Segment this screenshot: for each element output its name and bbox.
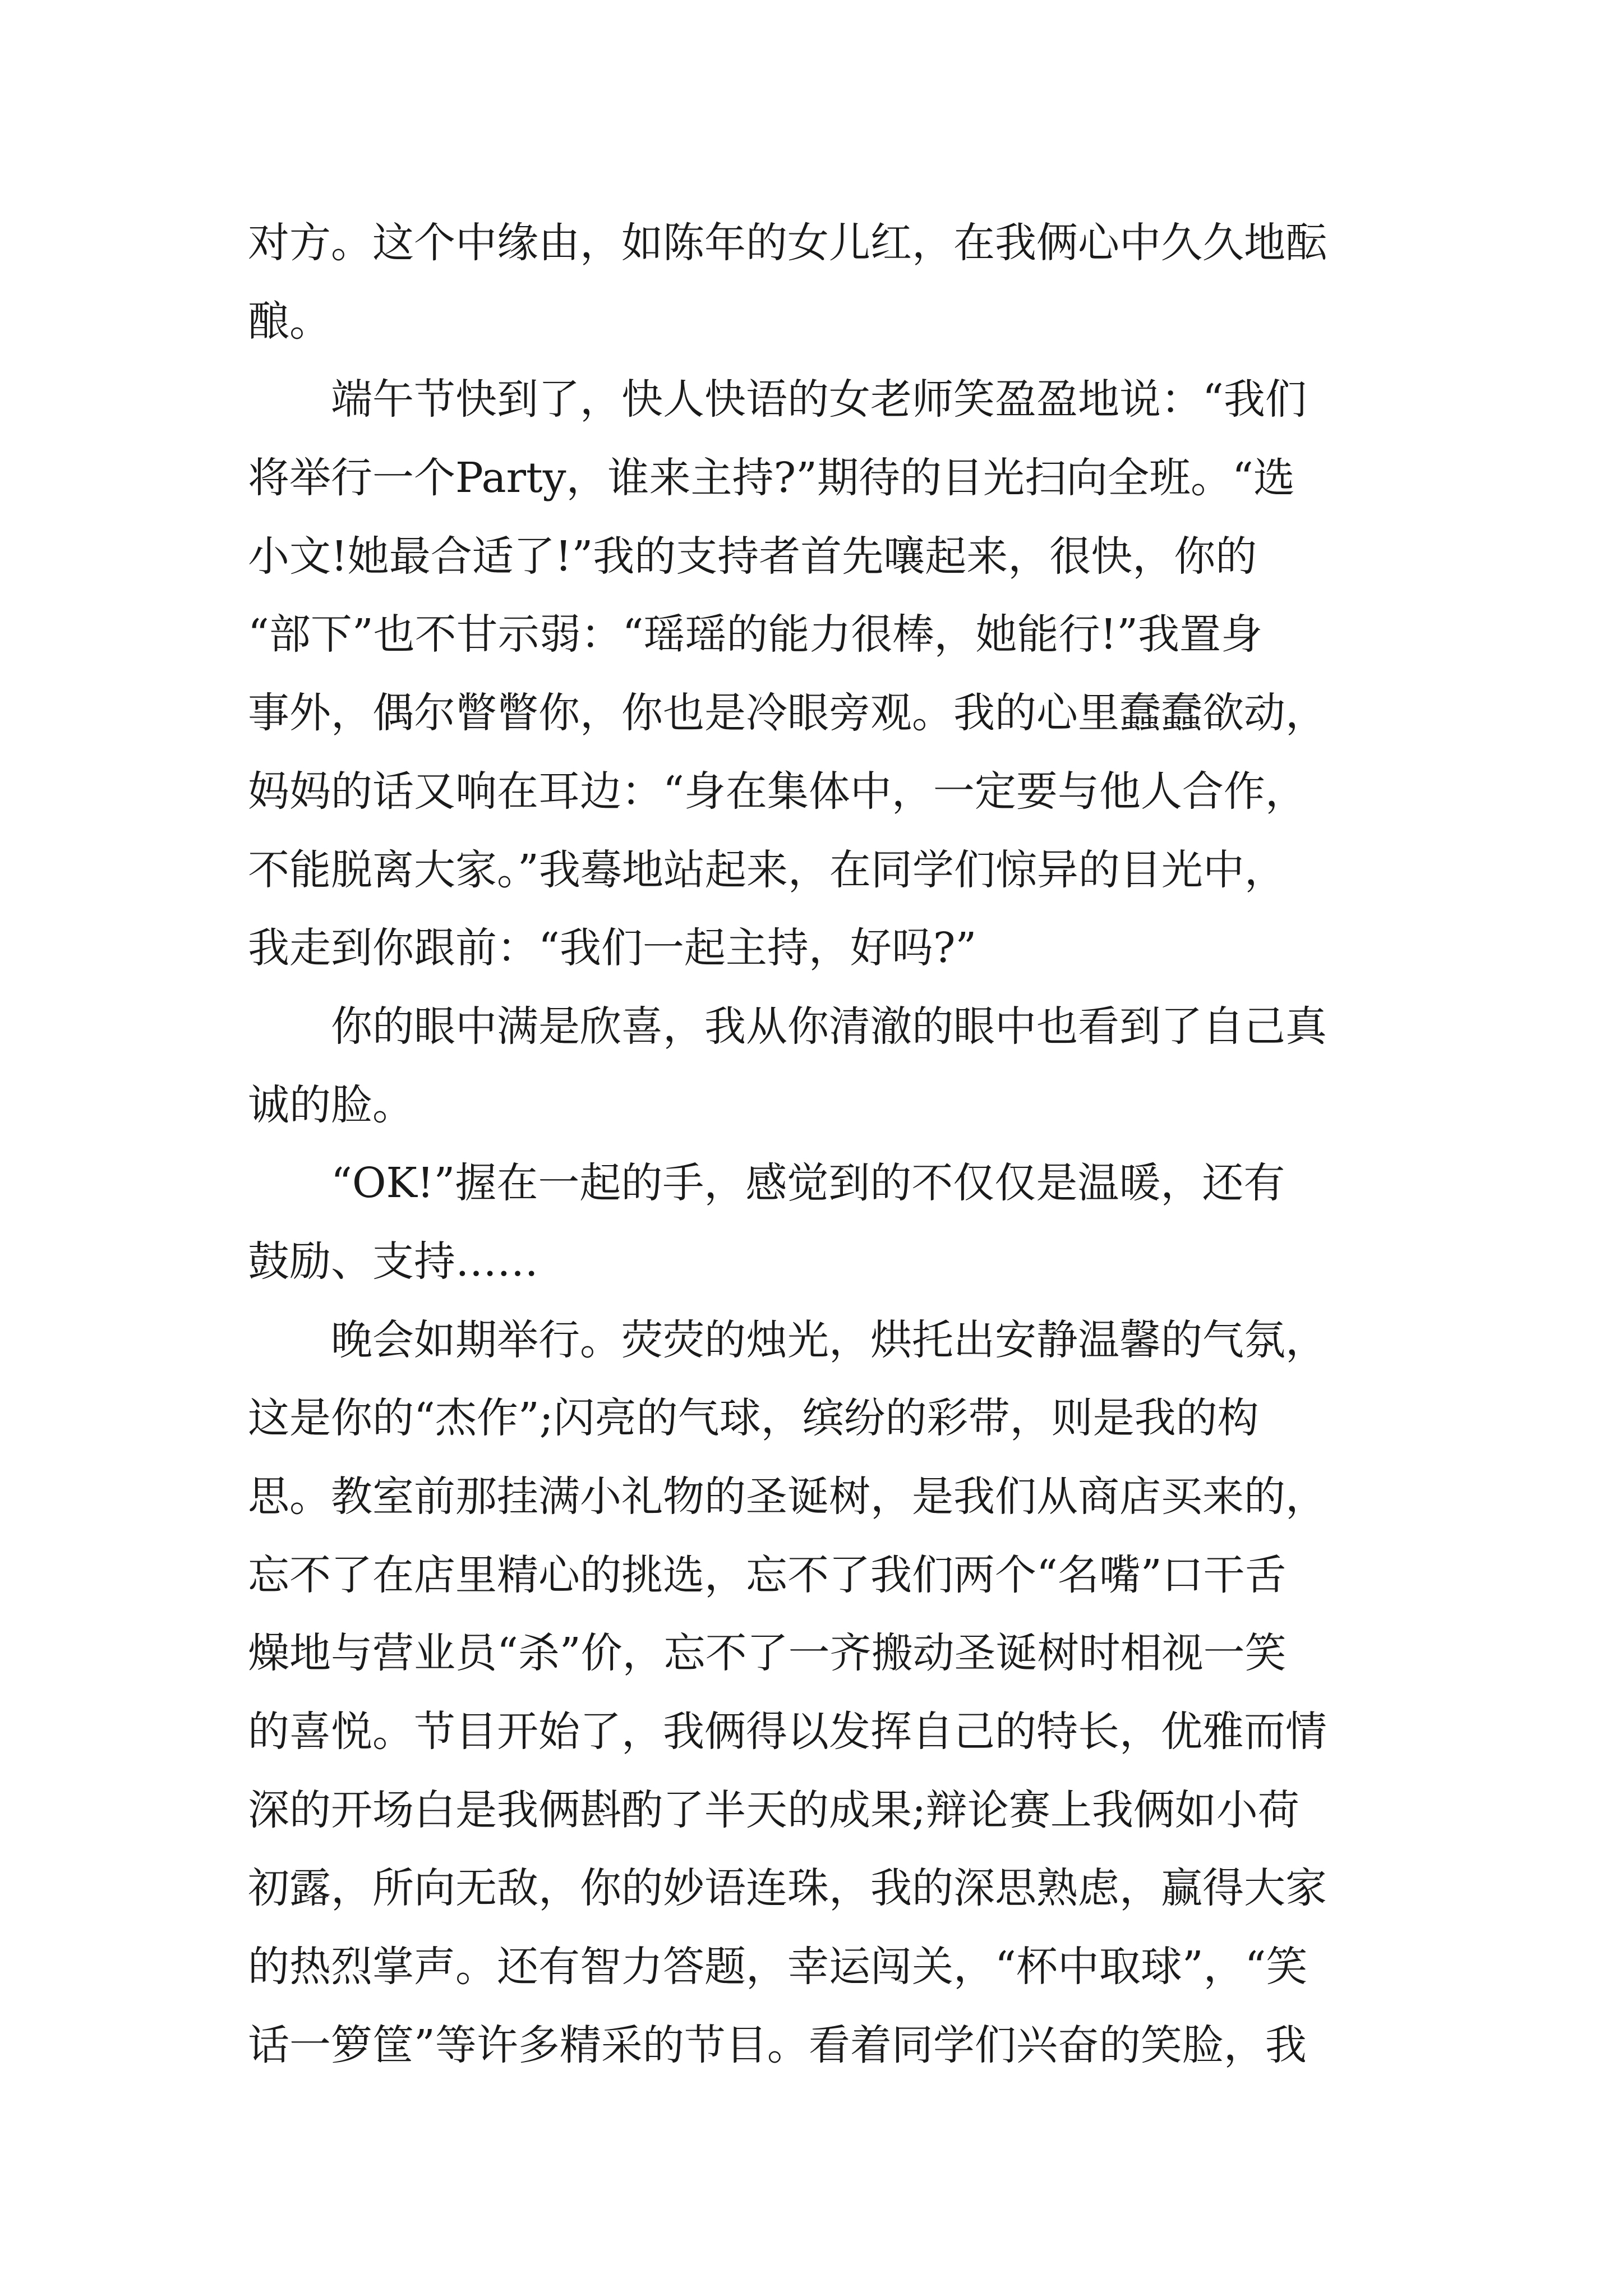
text-line: 事外，偶尔瞥瞥你，你也是冷眼旁观。我的心里蠢蠢欲动， xyxy=(248,689,1327,738)
text-line: 妈妈的话又响在耳边：“身在集体中，一定要与他人合作， xyxy=(248,767,1307,816)
text-line: 初露，所向无敌，你的妙语连珠，我的深思熟虑，赢得大家 xyxy=(248,1864,1327,1913)
text-line: 鼓励、支持…… xyxy=(248,1237,538,1286)
text-line: 燥地与营业员“杀”价，忘不了一齐搬动圣诞树时相视一笑 xyxy=(248,1629,1287,1678)
text-line: “部下”也不甘示弱：“瑶瑶的能力很棒，她能行!”我置身 xyxy=(248,610,1263,659)
text-line: 这是你的“杰作”;闪亮的气球，缤纷的彩带，则是我的构 xyxy=(248,1394,1259,1443)
text-line: 端午节快到了，快人快语的女老师笑盈盈地说：“我们 xyxy=(248,375,1307,424)
text-line: 深的开场白是我俩斟酌了半天的成果;辩论赛上我俩如小荷 xyxy=(248,1786,1299,1834)
text-line: 对方。这个中缘由，如陈年的女儿红，在我俩心中久久地酝 xyxy=(248,219,1327,267)
text-line: 诚的脸。 xyxy=(248,1080,414,1129)
text-line: 小文!她最合适了!”我的支持者首先嚷起来，很快，你的 xyxy=(248,532,1257,581)
text-line: 将举行一个Party，谁来主持?”期待的目光扫向全班。“选 xyxy=(248,454,1295,503)
text-line: 我走到你跟前：“我们一起主持，好吗?” xyxy=(248,924,977,973)
text-line: “OK!”握在一起的手，感觉到的不仅仅是温暖，还有 xyxy=(248,1159,1285,1208)
text-line: 不能脱离大家。”我蓦地站起来，在同学们惊异的目光中， xyxy=(248,845,1286,894)
text-line: 酿。 xyxy=(248,297,331,346)
text-line: 思。教室前那挂满小礼物的圣诞树，是我们从商店买来的， xyxy=(248,1473,1327,1521)
text-line: 忘不了在店里精心的挑选，忘不了我们两个“名嘴”口干舌 xyxy=(248,1550,1287,1599)
text-line: 的喜悦。节目开始了，我俩得以发挥自己的特长，优雅而情 xyxy=(248,1708,1327,1756)
text-line: 晚会如期举行。荧荧的烛光，烘托出安静温馨的气氛， xyxy=(248,1315,1327,1364)
text-line: 的热烈掌声。还有智力答题，幸运闯关，“杯中取球”，“笑 xyxy=(248,1943,1308,1991)
text-line: 你的眼中满是欣喜，我从你清澈的眼中也看到了自己真 xyxy=(248,1002,1327,1051)
text-line: 话一箩筐”等许多精采的节目。看着同学们兴奋的笑脸，我 xyxy=(248,2021,1307,2069)
body-text xyxy=(248,204,1386,2085)
